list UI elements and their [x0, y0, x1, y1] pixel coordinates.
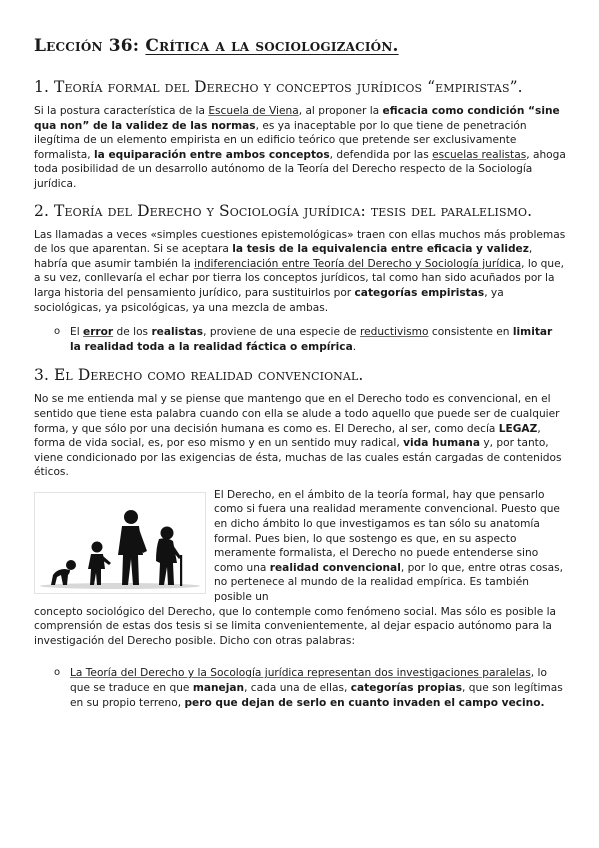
section-2-paragraph: Las llamadas a veces «simples cuestiones epistemológicas» traen con ellas muchos más problemas de los que aparentan. Si se aceptara la tesis de la equivalencia entre eficacia y validez, habría que asumir también la indiferenciación entre Teoría del Derecho y Sociología jurídica, lo que, a su vez, conllevaría el echar por tierra los conceptos jurídicos, tal como han sido acuñados por la larga historia del pensamiento jurídico, para sustituirlos por categorías empiristas, ya sociológicas, ya psicológicas, ya una mezcla de ambas.	[34, 228, 566, 314]
lesson-number: Lección 36:	[34, 36, 140, 56]
bullet-text: El error de los realistas, proviene de una especie de reductivismo consistente en limitar la realidad toda a la realidad fáctica o empírica.	[70, 326, 553, 353]
bullet-marker: o	[54, 326, 61, 338]
section-3-heading: 3. El Derecho como realidad convencional.	[34, 366, 364, 385]
section-3-paragraph-2: concepto sociológico del Derecho, que lo contemple como fenómeno social. Mas sólo es posible la comprensión de estas dos tesis si se limita convenientemente, al dejar espacio autónomo para la investigación del Derecho posible. Dicho con otras palabras:	[34, 605, 557, 647]
section-3-paragraph-1: No se me entienda mal y se piense que mantengo que en el Derecho todo es convencional, en el sentido que tiene esta palabra cuando con ella se alude a todo aquello que puede ser de cualquier forma, y que sólo por una decisión humana es como es. El Derecho, al ser, como decía LEGAZ, forma de vida social, es, por eso mismo y en un sentido muy radical, vida humana y, por tanto, viene condicionado por las exigencias de ésta, muchas de las cuales están cargadas de contenidos éticos.	[34, 393, 562, 479]
document-page	[34, 36, 566, 722]
human-evolution-silhouette-icon	[35, 493, 205, 593]
bullet-marker: o	[54, 667, 61, 679]
section-3-bullet	[34, 666, 566, 710]
evolution-illustration	[34, 492, 206, 594]
lesson-title	[34, 36, 566, 56]
section-1-paragraph: Si la postura característica de la Escuela de Viena, al proponer la eficacia como condición “sine qua non” de la validez de las normas, es ya inaceptable por lo que tiene de penetración ilegítima de un elemento empirista en un edificio teórico que pretende ser exclusivamente formalista, la equiparación entre ambos conceptos, defendida por las escuelas realistas, ahoga toda posibilidad de un desarrollo autónomo de la Teoría del Derecho respecto de la Sociología jurídica.	[34, 105, 566, 190]
section-2-bullet	[34, 325, 566, 354]
figure-side-text: El Derecho, en el ámbito de la teoría formal, hay que pensarlo como si fuera una realidad meramente convencional. Puesto que en dicho ámbito lo que investigamos es tan sólo su anatomía formal. Pues bien, lo que sostengo es que, en su aspecto meramente formalista, el Derecho no puede entenderse sino como una realidad convencional, por lo que, entre otras cosas, no pertenece al mundo de la realidad empírica. Es también posible un	[214, 488, 563, 604]
figure-row	[34, 488, 566, 605]
bullet-text: La Teoría del Derecho y la Socología jurídica representan dos investigaciones paralelas, lo que se traduce en que manejan, cada una de ellas, categorías propias, que son legítimas en su propio terreno, pero que dejan de serlo en cuanto invaden el campo vecino.	[70, 667, 563, 709]
section-1-heading: 1. Teoría formal del Derecho y conceptos jurídicos “empiristas”.	[34, 78, 523, 96]
lesson-topic: Crítica a la sociologización.	[145, 36, 399, 56]
section-2-heading: 2. Teoría del Derecho y Sociología jurídica: tesis del paralelismo.	[34, 201, 533, 220]
